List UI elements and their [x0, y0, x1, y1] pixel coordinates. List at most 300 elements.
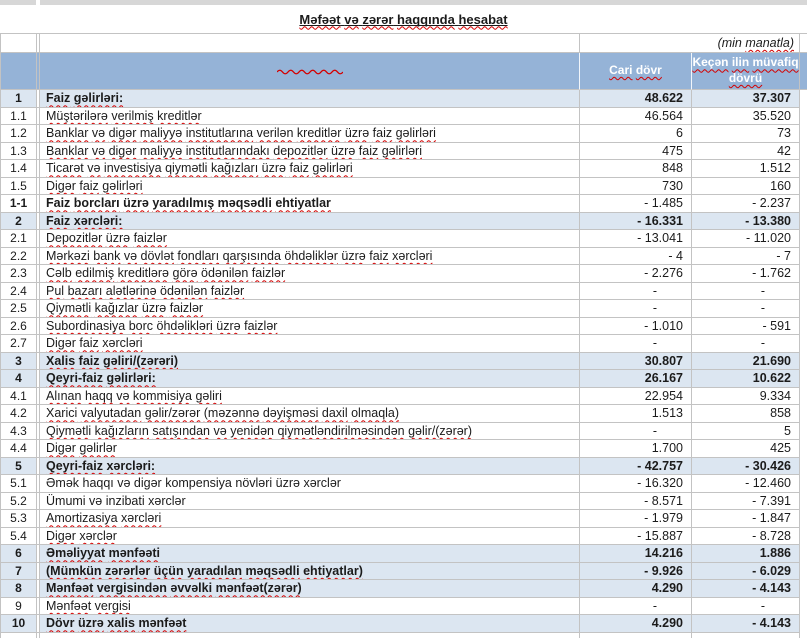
header-previous-period[interactable] — [692, 53, 800, 90]
row-label-cell[interactable] — [40, 335, 580, 353]
table-row — [0, 510, 807, 528]
label-word: ilin — [731, 55, 750, 70]
label-word: üzrə — [105, 231, 131, 246]
label-word: faizlər — [210, 283, 245, 298]
row-label-cell[interactable] — [40, 598, 580, 616]
label-word: fondları — [177, 248, 220, 263]
label-word: və — [91, 126, 106, 141]
row-label-cell[interactable] — [40, 528, 580, 546]
row-label-cell[interactable] — [40, 160, 580, 178]
row-number-cell[interactable]: 4.2 — [0, 405, 36, 423]
value-cell-previous[interactable]: - 8.728 — [692, 528, 800, 546]
label-word: üzrə — [261, 161, 286, 176]
row-number-cell[interactable]: 5.3 — [0, 510, 36, 528]
row-number-cell[interactable]: 2.5 — [0, 300, 36, 318]
value-cell-previous[interactable]: 35.520 — [692, 108, 800, 126]
table-row — [0, 335, 807, 353]
label-word: gəlirləri — [312, 161, 353, 176]
row-number-cell[interactable]: 2.3 — [0, 265, 36, 283]
value-cell-current[interactable]: 46.564 — [580, 108, 692, 126]
row-gutter-cell — [800, 195, 807, 213]
label-word: üzrə — [216, 318, 241, 333]
row-gutter-cell — [800, 335, 807, 353]
value-cell-previous[interactable]: 858 — [692, 405, 800, 423]
row-label-cell[interactable] — [40, 510, 580, 528]
row-number-cell[interactable]: 1.1 — [0, 108, 36, 126]
row-number-cell[interactable]: 2.4 — [0, 283, 36, 301]
row-label-cell[interactable] — [40, 143, 580, 161]
row-number-cell[interactable]: 1.4 — [0, 160, 36, 178]
label-word: edilmiş — [75, 266, 115, 281]
header-gutter — [800, 53, 807, 90]
header-description-cell[interactable] — [40, 53, 580, 90]
row-gutter-cell — [800, 545, 807, 563]
value-cell-previous[interactable]: - — [692, 598, 800, 616]
label-word: bank — [93, 248, 121, 263]
value-cell-current[interactable]: - 16.331 — [580, 213, 692, 231]
row-label-cell[interactable] — [40, 90, 580, 108]
label-word: faizlər — [133, 231, 167, 246]
label-word: kağızların — [94, 423, 149, 438]
row-gutter-cell — [800, 510, 807, 528]
label-word: ehtiyatlar — [275, 196, 331, 211]
row-label-cell[interactable] — [40, 195, 580, 213]
row-number-cell[interactable]: 9 — [0, 598, 36, 616]
label-word: mənfəət — [138, 616, 187, 631]
label-word: vergisindən — [96, 581, 167, 596]
row-gutter-cell — [800, 580, 807, 598]
label-word: kreditlər — [157, 108, 202, 123]
row-gutter-cell — [800, 178, 807, 196]
label-word: mənfəəti — [108, 546, 160, 561]
row-number-cell[interactable]: 1-1 — [0, 195, 36, 213]
value-cell-current[interactable]: - 15.887 — [580, 528, 692, 546]
value-cell-previous[interactable]: 42 — [692, 143, 800, 161]
label-word: üzrə — [123, 196, 149, 211]
row-gutter-cell — [800, 475, 807, 493]
label-word: Faiz — [46, 196, 71, 211]
label-word: üzrə — [77, 616, 104, 631]
value-cell-current[interactable]: 1.700 — [580, 440, 692, 458]
label-word: satışından — [152, 423, 211, 438]
title-cell[interactable] — [0, 5, 807, 33]
label-word: gəlirləri — [102, 178, 143, 193]
row-gutter-cell — [800, 598, 807, 616]
row-label-cell[interactable]: Əmək haqqı və digər kompensiya növləri üzrə xərclər — [40, 475, 580, 493]
header-previous-label — [692, 55, 798, 85]
label-word: (Mümkün — [46, 563, 102, 578]
value-cell-previous[interactable]: 73 — [692, 125, 800, 143]
label-word: faiz — [79, 336, 99, 351]
table-row — [0, 283, 807, 301]
value-cell-current[interactable]: 475 — [580, 143, 692, 161]
label-word: Keçən — [692, 55, 729, 70]
label-word: gəlirləri: — [73, 91, 124, 106]
label-word: qiymətli — [165, 161, 208, 176]
row-number-cell[interactable]: 4.3 — [0, 423, 36, 441]
label-word: Dövr — [46, 616, 75, 631]
value-cell-current[interactable]: 4.290 — [580, 615, 692, 633]
label-word: maliyyə — [139, 143, 183, 158]
value-cell-current[interactable]: - 1.010 — [580, 318, 692, 336]
row-gutter-cell — [800, 90, 807, 108]
row-number-cell[interactable]: 1 — [0, 90, 36, 108]
row-label-cell[interactable] — [40, 125, 580, 143]
row-label-cell[interactable] — [40, 423, 580, 441]
row-number-cell[interactable]: 2.6 — [0, 318, 36, 336]
value-cell-current[interactable]: - 1.485 — [580, 195, 692, 213]
value-cell-current[interactable]: - — [580, 300, 692, 318]
row-label-cell[interactable]: Ümumi və inzibati xərclər — [40, 493, 580, 511]
value-cell-current[interactable]: 30.807 — [580, 353, 692, 371]
row-gutter-cell — [800, 370, 807, 388]
label-word: Subordinasiya — [46, 318, 126, 333]
note-row-number-cell[interactable] — [0, 33, 36, 53]
table-row — [0, 230, 807, 248]
label-word: vergisi — [94, 598, 131, 613]
label-word: və — [87, 161, 101, 176]
table-row — [0, 248, 807, 266]
row-gutter-cell — [800, 283, 807, 301]
value-cell-current[interactable]: - 13.041 — [580, 230, 692, 248]
row-gutter-cell — [800, 230, 807, 248]
value-cell-current[interactable]: 6 — [580, 125, 692, 143]
table-row — [0, 388, 807, 406]
label-word: faizlər — [251, 266, 286, 281]
row-number-cell[interactable]: 4.4 — [0, 440, 36, 458]
value-cell-current[interactable]: 730 — [580, 178, 692, 196]
value-cell-previous[interactable]: 10.622 — [692, 370, 800, 388]
row-label-cell[interactable] — [40, 405, 580, 423]
row-gutter-cell — [800, 615, 807, 633]
value-cell-previous[interactable]: - 30.426 — [692, 458, 800, 476]
label-word: yaradılan — [187, 563, 242, 578]
label-word: görə — [172, 266, 198, 281]
label-word: Xalis — [46, 353, 76, 368]
value-cell-previous[interactable]: 425 — [692, 440, 800, 458]
value-cell-previous[interactable]: - 591 — [692, 318, 800, 336]
label-word: dövrü — [728, 71, 763, 85]
value-cell-current[interactable]: - 4 — [580, 248, 692, 266]
value-cell-previous[interactable]: 5 — [692, 423, 800, 441]
label-word: faizlər — [169, 301, 204, 316]
label-word: yaradılmış — [152, 196, 215, 211]
value-cell-current[interactable]: - — [580, 598, 692, 616]
row-gutter-cell — [800, 528, 807, 546]
value-cell-previous[interactable]: - 13.380 — [692, 213, 800, 231]
table-row — [0, 370, 807, 388]
spellcheck-squiggle-icon — [277, 68, 343, 75]
unit-note-word: manatla) — [745, 36, 794, 50]
label-word: Depozitlər — [46, 231, 103, 246]
unit-note-prefix: (min — [717, 36, 746, 50]
row-gutter-cell — [800, 160, 807, 178]
row-label-cell[interactable] — [40, 353, 580, 371]
value-cell-current[interactable]: 48.622 — [580, 90, 692, 108]
row-label-cell[interactable] — [40, 248, 580, 266]
row-label-cell[interactable] — [40, 108, 580, 126]
value-cell-current[interactable]: - — [580, 283, 692, 301]
value-cell-previous[interactable]: - 6.029 — [692, 563, 800, 581]
row-label-cell[interactable] — [40, 615, 580, 633]
value-cell-previous[interactable]: 37.307 — [692, 90, 800, 108]
table-row — [0, 563, 807, 581]
table-row — [0, 300, 807, 318]
label-word: üçün — [153, 563, 184, 578]
label-word: gəlirləri — [395, 126, 436, 141]
value-cell-previous[interactable]: - 1.762 — [692, 265, 800, 283]
row-label-cell[interactable] — [40, 178, 580, 196]
value-cell-previous[interactable]: - — [692, 283, 800, 301]
row-gutter-cell — [800, 563, 807, 581]
value-cell-previous[interactable]: 160 — [692, 178, 800, 196]
value-cell-current[interactable]: - 8.571 — [580, 493, 692, 511]
label-word: Məfəət — [299, 11, 341, 27]
value-cell-current[interactable]: - 2.276 — [580, 265, 692, 283]
value-cell-previous[interactable]: - 7.391 — [692, 493, 800, 511]
label-word: hesabat — [458, 11, 508, 27]
table-row — [0, 598, 807, 616]
label-word: və — [116, 388, 130, 403]
table-row — [0, 143, 807, 161]
value-cell-current[interactable]: - 42.757 — [580, 458, 692, 476]
label-word: Digər — [46, 528, 76, 543]
label-word: üzrə — [330, 143, 356, 158]
value-cell-previous[interactable]: - 1.847 — [692, 510, 800, 528]
label-word: məqsədli — [245, 563, 300, 578]
row-number-cell[interactable]: 5 — [0, 458, 36, 476]
table-body — [0, 90, 807, 633]
table-row — [0, 195, 807, 213]
table-row — [0, 405, 807, 423]
label-word: kağızları — [210, 161, 259, 176]
row-number-cell[interactable]: 7 — [0, 563, 36, 581]
value-cell-current[interactable]: - — [580, 423, 692, 441]
label-word: qiymətləndirilməsindən — [277, 423, 405, 438]
value-cell-previous[interactable]: - — [692, 335, 800, 353]
label-word: bazarı — [67, 283, 103, 298]
table-row — [0, 475, 807, 493]
table-row — [0, 493, 807, 511]
row-gutter-cell — [800, 300, 807, 318]
label-word: depozitlər — [273, 143, 328, 158]
page-title — [299, 12, 507, 27]
table-row — [0, 458, 807, 476]
label-word: faiz — [358, 143, 379, 158]
row-gutter-cell — [800, 318, 807, 336]
value-cell-previous[interactable]: - 4.143 — [692, 615, 800, 633]
value-cell-previous[interactable]: - 7 — [692, 248, 800, 266]
value-cell-current[interactable]: 14.216 — [580, 545, 692, 563]
table-row — [0, 160, 807, 178]
row-number-cell[interactable]: 5.2 — [0, 493, 36, 511]
label-word: Qiymətli — [46, 423, 92, 438]
label-word: haqqında — [397, 11, 455, 27]
row-number-cell[interactable]: 2.7 — [0, 335, 36, 353]
value-cell-current[interactable]: 4.290 — [580, 580, 692, 598]
header-number-cell[interactable] — [0, 53, 36, 90]
label-word: gəlirlər — [79, 441, 117, 456]
label-word: Ticarət — [46, 161, 84, 176]
value-cell-previous[interactable]: - — [692, 300, 800, 318]
value-cell-current[interactable]: 22.954 — [580, 388, 692, 406]
note-row-gutter — [800, 33, 807, 53]
table-row — [0, 528, 807, 546]
row-label-cell[interactable] — [40, 545, 580, 563]
label-word: üzrə — [344, 126, 370, 141]
value-cell-current[interactable]: 26.167 — [580, 370, 692, 388]
row-gutter-cell — [800, 405, 807, 423]
row-number-cell[interactable]: 5.4 — [0, 528, 36, 546]
value-cell-current[interactable]: 848 — [580, 160, 692, 178]
label-word: Faiz — [46, 91, 71, 106]
label-word: müvafiq — [752, 55, 799, 70]
label-word: Digər — [46, 441, 76, 456]
header-current-label — [609, 63, 662, 77]
header-current-period[interactable] — [580, 53, 692, 90]
label-word: maliyyə — [139, 126, 183, 141]
table-row — [0, 213, 807, 231]
label-word: ödənilən — [201, 266, 249, 281]
row-number-cell[interactable]: 5.1 — [0, 475, 36, 493]
row-label-cell[interactable] — [40, 318, 580, 336]
value-cell-previous[interactable]: 21.690 — [692, 353, 800, 371]
label-word: gəliri/(zərəri) — [103, 353, 179, 368]
label-word: gəlir/zərər — [144, 406, 201, 421]
value-cell-previous[interactable]: 1.512 — [692, 160, 800, 178]
row-number-cell[interactable]: 1.3 — [0, 143, 36, 161]
label-word: Alınan — [46, 388, 82, 403]
label-word: xərcləri — [102, 336, 143, 351]
label-word: xərcləri — [121, 511, 162, 526]
row-number-cell[interactable]: 2.2 — [0, 248, 36, 266]
value-cell-previous[interactable]: - 11.020 — [692, 230, 800, 248]
value-cell-previous[interactable]: - 12.460 — [692, 475, 800, 493]
value-cell-current[interactable]: - 1.979 — [580, 510, 692, 528]
label-word: Xarici — [46, 406, 78, 421]
label-word: Banklar — [46, 143, 89, 158]
row-number-cell[interactable]: 2.1 — [0, 230, 36, 248]
label-word: gəlirləri: — [106, 371, 156, 386]
row-label-cell[interactable] — [40, 283, 580, 301]
row-number-cell[interactable]: 6 — [0, 545, 36, 563]
table-row — [0, 265, 807, 283]
label-word: Faiz — [46, 213, 71, 228]
label-word: zərər — [362, 11, 394, 27]
label-word: xərcləri: — [73, 213, 123, 228]
label-word: (məzənnə — [203, 406, 260, 421]
label-word: və — [344, 11, 359, 27]
label-word: faiz — [79, 178, 99, 193]
label-word: verilən — [256, 126, 294, 141]
row-label-cell[interactable] — [40, 230, 580, 248]
row-label-cell[interactable] — [40, 458, 580, 476]
label-word: Mənfəət — [46, 598, 92, 613]
table-row — [0, 90, 807, 108]
row-number-cell[interactable]: 3 — [0, 353, 36, 371]
value-cell-previous[interactable]: - 4.143 — [692, 580, 800, 598]
label-word: kreditlər — [296, 126, 342, 141]
row-number-cell[interactable]: 2 — [0, 213, 36, 231]
label-word: və — [123, 248, 138, 263]
row-gutter-cell — [800, 143, 807, 161]
label-word: qarşısında — [222, 248, 281, 263]
table-row — [0, 545, 807, 563]
label-word: Cəlb — [46, 266, 72, 281]
value-cell-previous[interactable]: - 2.237 — [692, 195, 800, 213]
row-label-cell[interactable] — [40, 440, 580, 458]
row-number-cell[interactable]: 8 — [0, 580, 36, 598]
value-cell-current[interactable]: - — [580, 335, 692, 353]
label-word: borc — [128, 318, 154, 333]
label-word: olmaqla) — [351, 406, 400, 421]
label-word: öhdəlikləri — [156, 318, 213, 333]
value-cell-current[interactable]: - 9.926 — [580, 563, 692, 581]
row-gutter-cell — [800, 265, 807, 283]
row-number-cell[interactable]: 10 — [0, 615, 36, 633]
row-number-cell[interactable]: 4.1 — [0, 388, 36, 406]
label-word: və — [213, 423, 227, 438]
label-word: institutlarına — [185, 126, 254, 141]
note-row-label-cell[interactable] — [40, 33, 580, 53]
label-word: daxil — [321, 406, 348, 421]
label-word: dövlət — [140, 248, 174, 263]
label-word: gəlir/(zərər) — [408, 423, 473, 438]
row-label-cell[interactable] — [40, 370, 580, 388]
row-label-cell[interactable] — [40, 300, 580, 318]
row-gutter-cell — [800, 213, 807, 231]
table-row — [0, 580, 807, 598]
value-cell-current[interactable]: 1.513 — [580, 405, 692, 423]
label-word: digər — [108, 143, 137, 158]
label-word: kreditlərə — [117, 266, 170, 281]
row-label-cell[interactable] — [40, 388, 580, 406]
label-word: Qeyri-faiz — [46, 371, 103, 386]
row-gutter-cell — [800, 440, 807, 458]
label-word: valyutadan — [80, 406, 142, 421]
table-row — [0, 318, 807, 336]
value-cell-previous[interactable]: 1.886 — [692, 545, 800, 563]
value-cell-previous[interactable]: 9.334 — [692, 388, 800, 406]
row-number-cell[interactable]: 4 — [0, 370, 36, 388]
label-word: borcları — [73, 196, 120, 211]
row-number-cell[interactable]: 1.2 — [0, 125, 36, 143]
row-number-cell[interactable]: 1.5 — [0, 178, 36, 196]
label-word: mənfəət(zərər) — [215, 581, 302, 596]
label-word: xalis — [107, 616, 135, 631]
label-word: gəlirləri — [381, 143, 422, 158]
unit-note-cell[interactable] — [580, 33, 800, 53]
label-word: alətlərinə — [105, 283, 157, 298]
label-word: əvvəlki — [170, 581, 213, 596]
row-label-cell[interactable] — [40, 213, 580, 231]
row-gutter-cell — [800, 353, 807, 371]
table-row — [0, 615, 807, 633]
row-label-cell[interactable] — [40, 580, 580, 598]
row-gutter-cell — [800, 248, 807, 266]
label-word: zərərlər — [105, 563, 151, 578]
row-label-cell[interactable] — [40, 563, 580, 581]
row-gutter-cell — [800, 493, 807, 511]
label-word: Pul — [46, 283, 65, 298]
label-word: Amortizasiya — [46, 511, 118, 526]
label-word: Qiymətli — [46, 301, 92, 316]
row-label-cell[interactable] — [40, 265, 580, 283]
value-cell-current[interactable]: - 16.320 — [580, 475, 692, 493]
table-row — [0, 108, 807, 126]
label-word: digər — [108, 126, 137, 141]
label-word: Banklar — [46, 126, 89, 141]
